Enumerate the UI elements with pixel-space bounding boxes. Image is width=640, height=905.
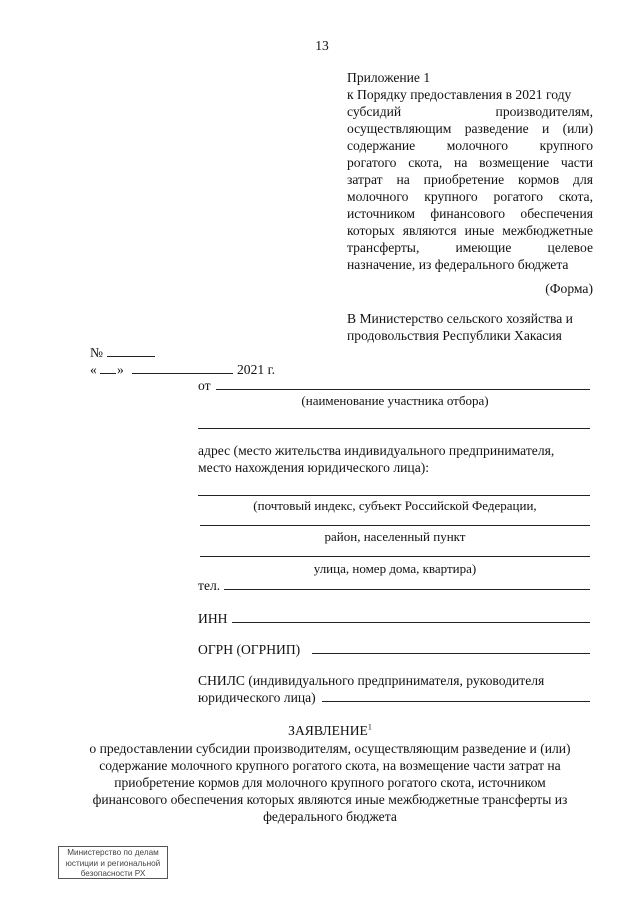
- date-close-quote: »: [117, 362, 124, 377]
- address-label: место нахождения юридического лица):: [198, 460, 430, 475]
- participant-caption: (наименование участника отбора): [301, 393, 489, 408]
- address-label: адрес (место жительства индивидуального предпринимателя,: [198, 443, 555, 458]
- participant-name-field[interactable]: [216, 389, 590, 390]
- appendix-line: к Порядку предоставления в 2021 году: [347, 87, 572, 102]
- appendix-line: которых являются иные межбюджетные: [347, 223, 593, 238]
- appendix-line: молочного крупного рогатого скота,: [347, 189, 593, 204]
- appendix-line: содержание молочного крупного: [347, 138, 593, 153]
- inn-field[interactable]: [232, 622, 590, 623]
- stamp-line: юстиции и региональной: [65, 858, 161, 868]
- district-field[interactable]: [200, 525, 590, 526]
- from-label: от: [198, 378, 211, 393]
- statement-line: содержание молочного крупного рогатого скота, на возмещение части затрат на: [99, 758, 561, 773]
- street-caption: улица, номер дома, квартира): [313, 561, 477, 576]
- district-caption: район, населенный пункт: [324, 529, 466, 544]
- stamp-line: Министерство по делам: [67, 848, 159, 857]
- statement-line: о предоставлении субсидии производителям, осуществляющим разведение и (или): [89, 741, 571, 756]
- snils-label: СНИЛС (индивидуального предпринимателя, руководителя: [198, 673, 545, 688]
- ogrn-label: ОГРН (ОГРНИП): [198, 642, 301, 657]
- phone-label: тел.: [198, 578, 221, 593]
- number-field[interactable]: [107, 356, 155, 357]
- appendix-line: источником финансового обеспечения: [347, 206, 593, 221]
- appendix-line: осуществляющим разведение и (или): [347, 121, 593, 136]
- statement-line: финансового обеспечения которых являются иные межбюджетные трансферты из: [92, 792, 568, 807]
- phone-field[interactable]: [224, 589, 590, 590]
- appendix-line: назначение, из федерального бюджета: [347, 257, 569, 272]
- form-label: (Форма): [545, 281, 593, 296]
- date-day-field[interactable]: [100, 373, 116, 374]
- ogrn-field[interactable]: [312, 653, 590, 654]
- appendix-line: субсидий производителям,: [347, 104, 593, 119]
- date-year: 2021 г.: [237, 362, 276, 377]
- appendix-line: рогатого скота, на возмещение части: [347, 155, 593, 170]
- stamp-line: безопасности РХ: [80, 869, 146, 878]
- statement-title: [70, 722, 590, 739]
- appendix-heading: Приложение 1: [347, 70, 431, 85]
- postal-field[interactable]: [198, 495, 590, 496]
- street-field[interactable]: [200, 556, 590, 557]
- postal-caption: (почтовый индекс, субъект Российской Федерации,: [253, 498, 537, 513]
- statement-title-text: ЗАЯВЛЕНИЕ: [288, 723, 368, 738]
- date-open-quote: «: [90, 362, 97, 377]
- statement-line: приобретение кормов для молочного крупного рогатого скота, источником: [114, 775, 546, 790]
- addressee-line: продовольствия Республики Хакасия: [347, 328, 562, 343]
- footnote-mark: 1: [367, 722, 372, 732]
- inn-label: ИНН: [198, 611, 228, 626]
- statement-line: федерального бюджета: [263, 809, 397, 824]
- ministry-stamp: [58, 846, 168, 879]
- participant-name-field-2[interactable]: [198, 428, 590, 429]
- page-number: 13: [315, 38, 329, 53]
- snils-field[interactable]: [322, 701, 590, 702]
- date-month-field[interactable]: [132, 373, 233, 374]
- number-label: №: [90, 345, 103, 360]
- appendix-line: трансферты, имеющие целевое: [347, 240, 593, 255]
- snils-label: юридического лица): [198, 690, 316, 705]
- addressee-line: В Министерство сельского хозяйства и: [347, 311, 573, 326]
- appendix-line: затрат на приобретение кормов для: [347, 172, 593, 187]
